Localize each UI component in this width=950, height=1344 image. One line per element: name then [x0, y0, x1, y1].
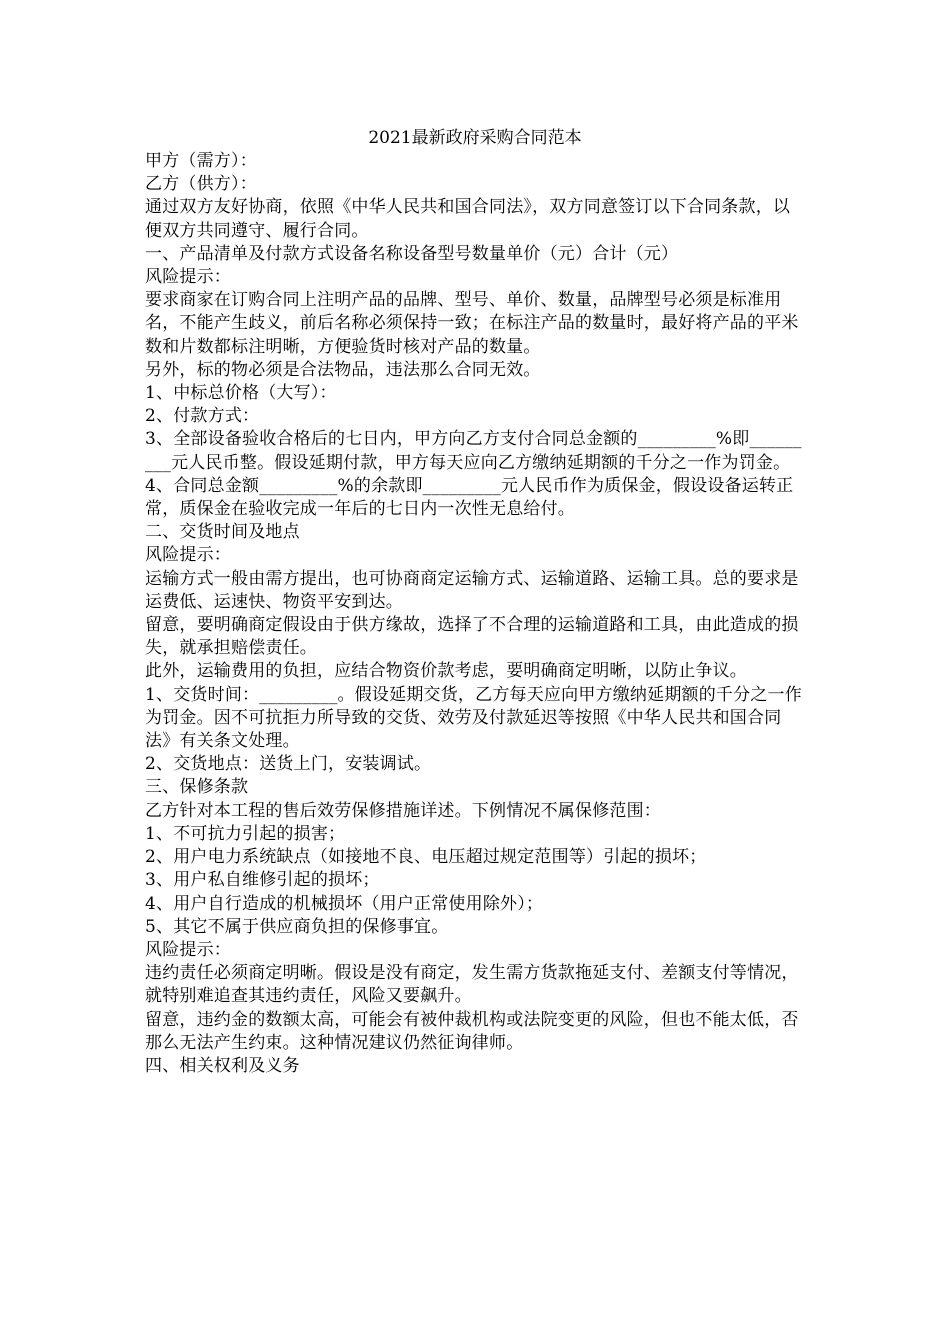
section-heading-2: 二、交货时间及地点 — [145, 522, 300, 543]
clause-item: 3、全部设备验收合格后的七日内，甲方向乙方支付合同总金额的_________%即_________元人民币整。假设延期付款，甲方每天应向乙方缴纳延期额的千分之一作为罚金。 — [145, 429, 802, 473]
risk-paragraph: 违约责任必须商定明晰。假设是没有商定，发生需方货款拖延支付、差额支付等情况，就特别难追查其违约责任，风险又要飙升。 — [145, 963, 799, 1007]
section-heading-4: 四、相关权利及义务 — [145, 1055, 300, 1076]
risk-paragraph: 此外，运输费用的负担，应结合物资价款考虑，要明确商定明晰，以防止争议。 — [145, 661, 747, 682]
section-heading-1: 一、产品清单及付款方式设备名称设备型号数量单价（元）合计（元） — [145, 243, 679, 264]
clause-item: 2、付款方式： — [145, 406, 260, 427]
risk-notice-label: 风险提示： — [145, 545, 231, 566]
risk-paragraph: 另外，标的物必须是合法物品，违法那么合同无效。 — [145, 359, 541, 380]
party-b-line: 乙方（供方）： — [145, 174, 257, 195]
clause-item: 4、合同总金额_________%的余款即_________元人民币作为质保金，假设设备运转正常，质保金在验收完成一年后的七日内一次性无息给付。 — [145, 475, 794, 520]
risk-notice-label: 风险提示： — [145, 267, 231, 288]
risk-paragraph: 运输方式一般由需方提出，也可协商商定运输方式、运输道路、运输工具。总的要求是运费低、运速快、物资平安到达。 — [145, 568, 799, 612]
risk-paragraph: 留意，要明确商定假设由于供方缘故，选择了不合理的运输道路和工具，由此造成的损失，就承担赔偿责任。 — [145, 615, 799, 659]
risk-notice-label: 风险提示： — [145, 939, 231, 960]
warranty-intro: 乙方针对本工程的售后效劳保修措施详述。下例情况不属保修范围： — [145, 800, 661, 821]
list-item: 3、用户私自维修引起的损坏； — [145, 870, 380, 891]
document-page — [145, 128, 805, 1078]
risk-paragraph: 留意，违约金的数额太高，可能会有被仲裁机构或法院变更的风险，但也不能太低，否那么无法产生约束。这种情况建议仍然征询律师。 — [145, 1009, 799, 1053]
clause-item: 1、中标总价格（大写）： — [145, 383, 337, 404]
list-item: 2、用户电力系统缺点（如接地不良、电压超过规定范围等）引起的损坏； — [145, 847, 707, 868]
list-item: 5、其它不属于供应商负担的保修事宜。 — [145, 916, 449, 937]
section-heading-3: 三、保修条款 — [145, 777, 249, 798]
clause-item: 2、交货地点：送货上门，安装调试。 — [145, 754, 432, 775]
party-a-line: 甲方（需方）： — [145, 151, 257, 171]
list-item: 1、不可抗力引起的损害； — [145, 823, 346, 844]
intro-paragraph: 通过双方友好协商，依照《中华人民共和国合同法》，双方同意签订以下合同条款，以便双方共同遵守、履行合同。 — [145, 197, 791, 241]
document-title: 2021最新政府采购合同范本 — [368, 128, 582, 148]
list-item: 4、用户自行造成的机械损坏（用户正常使用除外）； — [145, 893, 544, 914]
clause-item: 1、交货时间：_________。假设延期交货，乙方每天应向甲方缴纳延期额的千分之一作为罚金。因不可抗拒力所导致的交货、效劳及付款延迟等按照《中华人民共和国合同法》有关条文处理。 — [145, 684, 802, 752]
risk-paragraph: 要求商家在订购合同上注明产品的品牌、型号、单价、数量，品牌型号必须是标准用名，不能产生歧义，前后名称必须保持一致；在标注产品的数量时，最好将产品的平米数和片数都标注明晰，方便验货时核对产品的数量。 — [145, 290, 799, 357]
